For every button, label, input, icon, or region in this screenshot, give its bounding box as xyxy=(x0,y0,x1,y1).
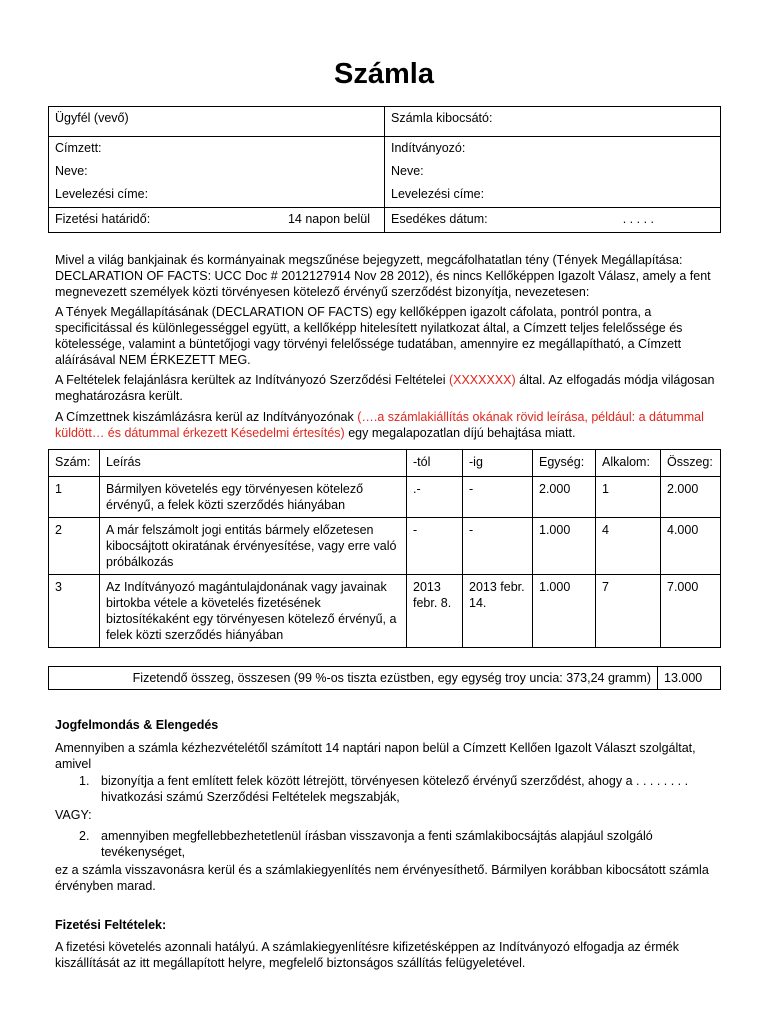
row-desc: Bármilyen követelés egy törvényesen kötelező érvényű, a felek közti szerződés hiányában xyxy=(100,477,407,518)
col-amount-header: Összeg: xyxy=(661,450,721,477)
row-unit: 1.000 xyxy=(533,575,596,648)
terms-placeholder: (XXXXXXX) xyxy=(448,373,516,387)
billing-reason-placeholder: (….a számlakiállítás okának rövid leírása, például: a dátummal küldött… és dátummal érkezett Késedelmi értesítés) xyxy=(55,410,704,440)
row-num: 1 xyxy=(49,477,100,518)
petitioner-address-label: Levelezési címe: xyxy=(391,187,485,201)
paragraph-billing-text-a: A Címzettnek kiszámlázásra kerül az Indítványozónak xyxy=(55,410,358,424)
total-table xyxy=(48,666,721,690)
row-desc: Az Indítványozó magántulajdonának vagy javainak birtokba vétele a követelés fizetésének biztosítékaként egy törvényesen kötelező érvényű, a felek közti szerződés hiányában xyxy=(100,575,407,648)
col-unit-header: Egység: xyxy=(533,450,596,477)
table-row xyxy=(49,477,721,518)
total-label: Fizetendő összeg, összesen (99 %-os tiszta ezüstben, egy egység troy uncia: 373,24 gramm) xyxy=(49,667,658,690)
paragraph-terms-text-b: által. Az elfogadás módja világosan meghatározásra került. xyxy=(55,373,715,403)
paragraph-declaration: A Tények Megállapításának (DECLARATION OF FACTS) egy kellőképpen igazolt cáfolata, pontról pontra, a specificitással és különlegességgel együtt, a kellőképp hitelesített nyilatkozat által, a Címzett teljes felelőssége és kötelessége, valamint a büntetőjogi vagy törvényi felelőssége tudatában, amennyire ez megállapítható, a Címzett aláírásával NEM ÉRKEZETT MEG. xyxy=(55,305,683,367)
row-times: 7 xyxy=(596,575,661,648)
petitioner-name-label: Neve: xyxy=(391,164,424,178)
row-times: 4 xyxy=(596,518,661,575)
issuer-label: Számla kibocsátó: xyxy=(391,111,493,125)
due-date-label: Esedékes dátum: xyxy=(391,212,488,226)
row-desc: A már felszámolt jogi entitás bármely előzetesen kibocsájtott okiratának érvényesítése, vagy erre való próbálkozás xyxy=(100,518,407,575)
col-to-header: -ig xyxy=(463,450,533,477)
row-from: - xyxy=(407,518,463,575)
row-amount: 7.000 xyxy=(661,575,721,648)
col-times-header: Alkalom: xyxy=(596,450,661,477)
row-to: - xyxy=(463,518,533,575)
total-value: 13.000 xyxy=(658,667,721,690)
customer-label: Ügyfél (vevő) xyxy=(55,111,129,125)
row-to: 2013 febr. 14. xyxy=(463,575,533,648)
petitioner-label: Indítványozó: xyxy=(391,141,466,155)
payment-deadline-label: Fizetési határidő: xyxy=(55,212,151,226)
paragraph-billing xyxy=(55,409,715,441)
waiver-item-1-number: 1. xyxy=(79,774,90,788)
row-unit: 2.000 xyxy=(533,477,596,518)
table-row xyxy=(49,575,721,648)
waiver-or: VAGY: xyxy=(55,808,92,822)
waiver-heading: Jogfelmondás & Elengedés xyxy=(55,718,219,732)
payment-terms-text: A fizetési követelés azonnali hatályú. A számlakiegyenlítésre kifizetésképpen az Indítványozó elfogadja az érmék kiszállítását az itt megállapított helyre, megfelelő biztonságos szállítás felügyeletével. xyxy=(55,940,679,970)
waiver-item-2-text: amennyiben megfellebbezhetetlenül írásban visszavonja a fenti számlakibocsájtás alapjául szolgáló tevékenységet, xyxy=(101,829,653,859)
addressee-name-label: Neve: xyxy=(55,164,88,178)
payment-deadline-value: 14 napon belül xyxy=(287,212,370,226)
items-header-row xyxy=(49,450,721,477)
row-amount: 4.000 xyxy=(661,518,721,575)
paragraph-facts: Mivel a világ bankjainak és kormányainak megszűnése bejegyzett, megcáfolhatatlan tény (Tények Megállapítása: DECLARATION OF FACTS: UCC Doc # 2012127914 Nov 28 2012), és nincs Kellőképpen Igazolt Válasz, amely a fent megnevezett személyek közti törvényesen kötelező érvényű szerződést bizonyítja, nevezetesen: xyxy=(55,253,711,299)
col-from-header: -tól xyxy=(407,450,463,477)
waiver-outro: ez a számla visszavonásra kerül és a számlakiegyenlítés nem érvényesíthető. Bármilyen korábban kibocsátott számla érvényben marad. xyxy=(55,863,709,893)
addressee-label: Címzett: xyxy=(55,141,102,155)
addressee-address-label: Levelezési címe: xyxy=(55,187,149,201)
header-table xyxy=(48,106,721,233)
table-row xyxy=(49,518,721,575)
row-num: 2 xyxy=(49,518,100,575)
row-from: 2013 febr. 8. xyxy=(407,575,463,648)
items-table xyxy=(48,449,721,648)
paragraph-billing-text-b: egy megalapozatlan díjú behajtása miatt. xyxy=(344,426,576,440)
row-num: 3 xyxy=(49,575,100,648)
paragraph-terms xyxy=(55,372,715,404)
col-num-header: Szám: xyxy=(49,450,100,477)
row-times: 1 xyxy=(596,477,661,518)
waiver-item-1-text: bizonyítja a fent említett felek között létrejött, törvényesen kötelező érvényű szerződést, ahogy a . . . . . . . . hivatkozási számú Szerződési Feltételek megszabják, xyxy=(101,774,689,804)
row-amount: 2.000 xyxy=(661,477,721,518)
paragraph-terms-text-a: A Feltételek felajánlásra kerültek az Indítványozó Szerződési Feltételei xyxy=(55,373,449,387)
waiver-intro: Amennyiben a számla kézhezvételétől számított 14 naptári napon belül a Címzett Kellően Igazolt Választ szolgáltat, amivel xyxy=(55,741,696,771)
due-date-value: . . . . . xyxy=(622,212,654,226)
payment-terms-heading: Fizetési Feltételek: xyxy=(55,918,167,932)
col-desc-header: Leírás xyxy=(100,450,407,477)
row-unit: 1.000 xyxy=(533,518,596,575)
row-from: .- xyxy=(407,477,463,518)
row-to: - xyxy=(463,477,533,518)
page-title: Számla xyxy=(334,58,434,90)
waiver-item-2-number: 2. xyxy=(79,829,90,843)
